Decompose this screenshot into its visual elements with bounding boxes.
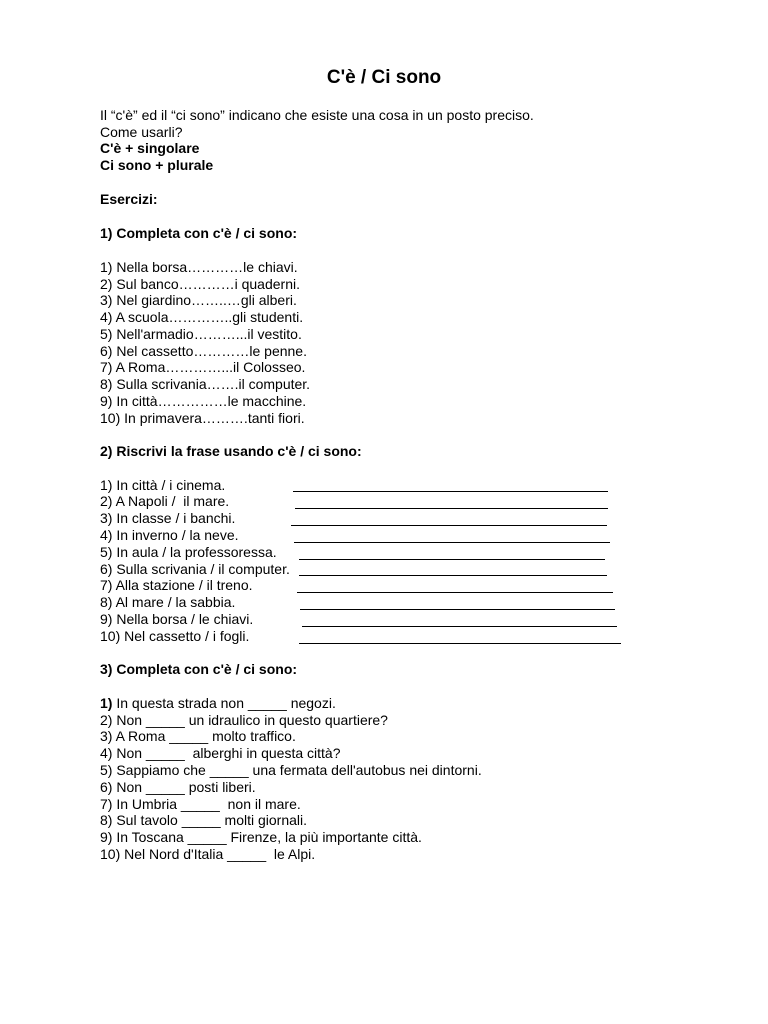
answer-line[interactable] bbox=[302, 626, 617, 627]
exercise-2-item: 7) Alla stazione / il treno. bbox=[100, 577, 253, 593]
exercise-3-item: 9) In Toscana _____ Firenze, la più importante città. bbox=[100, 829, 422, 845]
exercise-1-item: 10) In primavera……….tanti fiori. bbox=[100, 410, 305, 426]
intro-line-1: Il “c'è” ed il “ci sono” indicano che esiste una cosa in un posto preciso. bbox=[100, 107, 534, 123]
exercise-3-item bbox=[100, 695, 336, 712]
exercise-2-item: 2) A Napoli / il mare. bbox=[100, 493, 230, 509]
exercise-1-item: 5) Nell'armadio………...il vestito. bbox=[100, 326, 302, 342]
exercise-2-item: 3) In classe / i banchi. bbox=[100, 510, 236, 526]
item-number: 1) bbox=[100, 695, 113, 711]
exercise-1-item: 9) In città……………le macchine. bbox=[100, 393, 307, 409]
exercise-3-item: 8) Sul tavolo _____ molti giornali. bbox=[100, 812, 308, 828]
intro-line-2: Come usarli? bbox=[100, 124, 183, 140]
exercise-1-item: 7) A Roma…………...il Colosseo. bbox=[100, 359, 306, 375]
exercise-3-item: 6) Non _____ posti liberi. bbox=[100, 779, 256, 795]
exercise-2-item: 6) Sulla scrivania / il computer. bbox=[100, 561, 290, 577]
exercise-2-heading: 2) Riscrivi la frase usando c'è / ci sono: bbox=[100, 443, 362, 459]
exercise-1-item: 3) Nel giardino……..…gli alberi. bbox=[100, 292, 297, 308]
answer-line[interactable] bbox=[295, 508, 608, 509]
exercise-2-item: 9) Nella borsa / le chiavi. bbox=[100, 611, 254, 627]
exercise-1-item: 1) Nella borsa…………le chiavi. bbox=[100, 259, 298, 275]
exercise-2-item: 8) Al mare / la sabbia. bbox=[100, 594, 236, 610]
rule-plural: Ci sono + plurale bbox=[100, 157, 214, 173]
answer-line[interactable] bbox=[299, 643, 621, 644]
exercise-3-heading: 3) Completa con c'è / ci sono: bbox=[100, 661, 298, 677]
exercise-3-item: 7) In Umbria _____ non il mare. bbox=[100, 796, 301, 812]
exercise-2-item: 4) In inverno / la neve. bbox=[100, 527, 239, 543]
exercise-3-item: 4) Non _____ alberghi in questa città? bbox=[100, 745, 341, 761]
exercise-1-item: 2) Sul banco…………i quaderni. bbox=[100, 276, 300, 292]
exercise-1-heading: 1) Completa con c'è / ci sono: bbox=[100, 225, 298, 241]
exercise-1-item: 8) Sulla scrivania…….il computer. bbox=[100, 376, 311, 392]
exercise-1-item: 6) Nel cassetto…………le penne. bbox=[100, 343, 307, 359]
exercise-3-item: 10) Nel Nord d'Italia _____ le Alpi. bbox=[100, 846, 316, 862]
exercise-2-item: 1) In città / i cinema. bbox=[100, 477, 226, 493]
answer-line[interactable] bbox=[291, 525, 607, 526]
answer-line[interactable] bbox=[299, 575, 607, 576]
answer-line[interactable] bbox=[293, 491, 608, 492]
answer-line[interactable] bbox=[294, 542, 610, 543]
answer-line[interactable] bbox=[297, 592, 613, 593]
exercise-3-item: 5) Sappiamo che _____ una fermata dell'autobus nei dintorni. bbox=[100, 762, 482, 778]
rule-singular: C'è + singolare bbox=[100, 140, 200, 156]
exercise-1-item: 4) A scuola…………..gli studenti. bbox=[100, 309, 304, 325]
answer-line[interactable] bbox=[299, 559, 605, 560]
exercise-3-item: 2) Non _____ un idraulico in questo quartiere? bbox=[100, 712, 388, 728]
page-title: C'è / Ci sono bbox=[326, 67, 442, 88]
exercise-2-item: 10) Nel cassetto / i fogli. bbox=[100, 628, 250, 644]
exercise-2-item: 5) In aula / la professoressa. bbox=[100, 544, 277, 560]
item-text: In questa strada non _____ negozi. bbox=[112, 695, 336, 711]
exercise-3-item: 3) A Roma _____ molto traffico. bbox=[100, 728, 296, 744]
exercises-heading: Esercizi: bbox=[100, 191, 158, 207]
answer-line[interactable] bbox=[300, 609, 615, 610]
